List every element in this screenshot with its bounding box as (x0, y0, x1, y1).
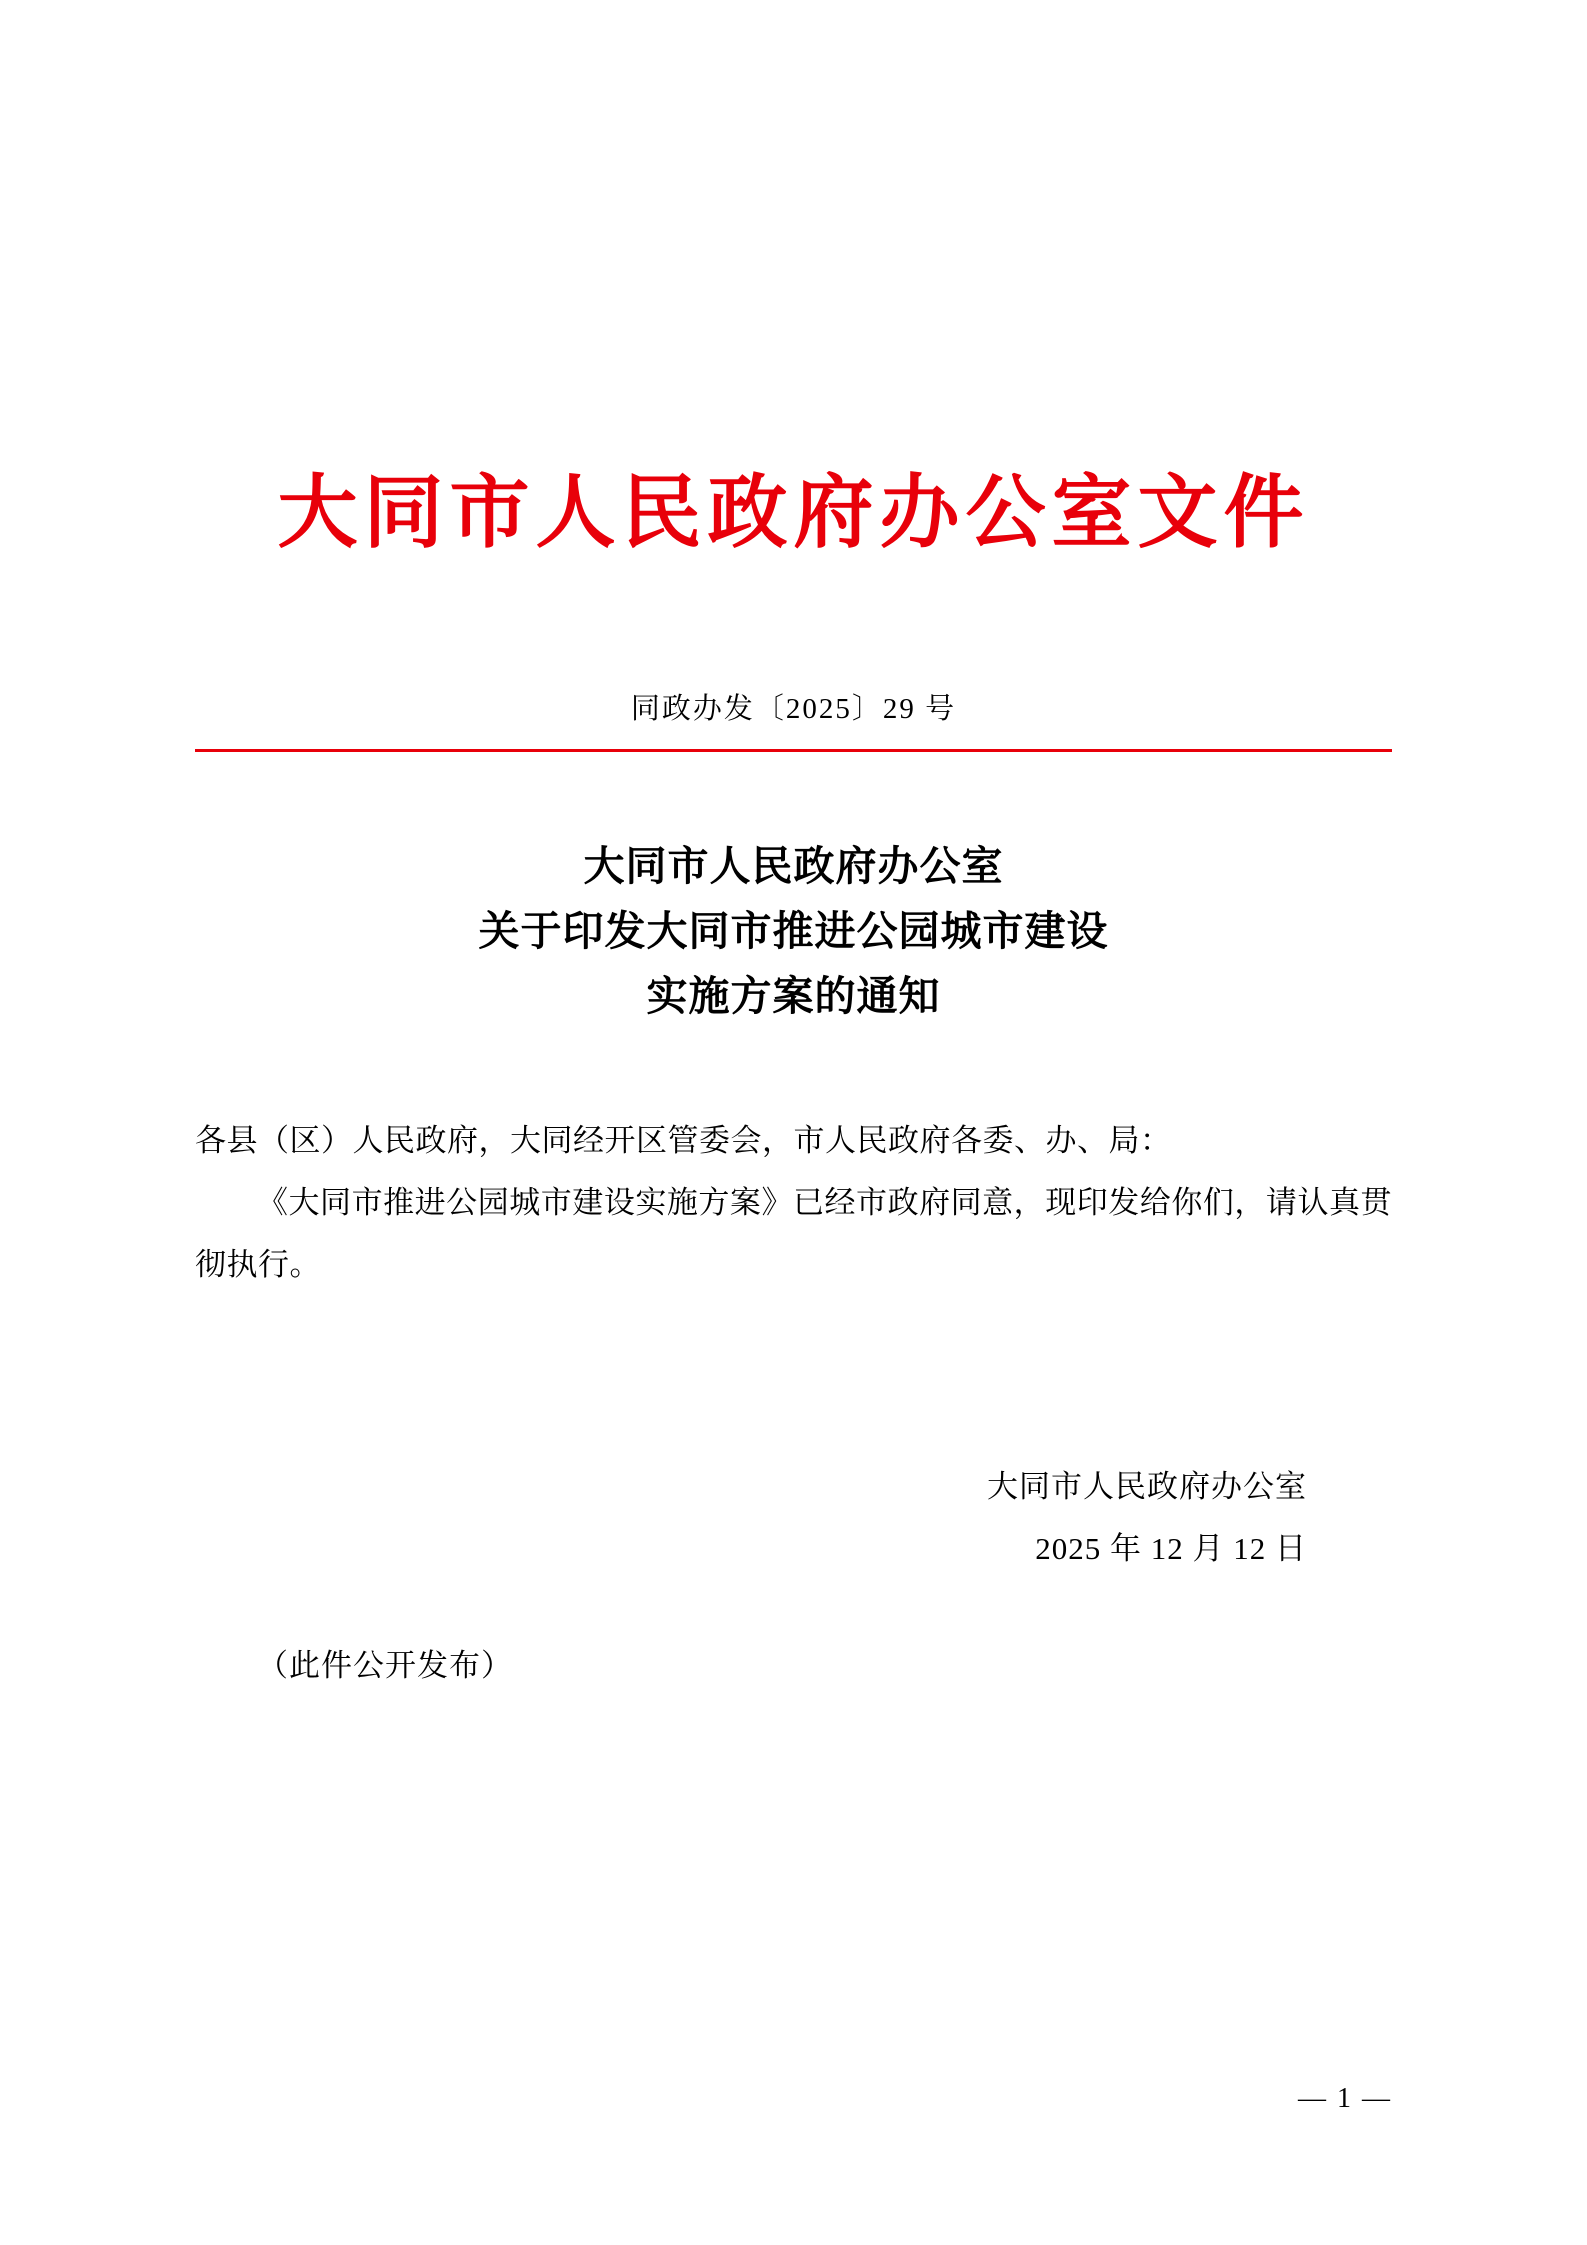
page-number: — 1 — (1298, 2083, 1392, 2114)
document-number-block (195, 686, 1392, 727)
signature-block (195, 1456, 1392, 1580)
body-addressee: 各县（区）人民政府，大同经开区管委会，市人民政府各委、办、局： (195, 1123, 1172, 1159)
document-title-line-2: 关于印发大同市推进公园城市建设 (478, 907, 1109, 954)
document-body (195, 1110, 1392, 1296)
document-title (195, 834, 1392, 1028)
document-title-line-3: 实施方案的通知 (646, 972, 941, 1019)
masthead-title: 大同市人民政府办公室文件 (277, 470, 1310, 558)
document-title-line-1: 大同市人民政府办公室 (583, 843, 1004, 889)
signature-date: 2025 年 12 月 12 日 (1035, 1531, 1307, 1567)
publish-note: （此件公开发布） (257, 1648, 513, 1684)
red-divider-rule (195, 749, 1392, 752)
masthead (195, 470, 1392, 558)
signature-issuer: 大同市人民政府办公室 (987, 1469, 1307, 1505)
document-number: 同政办发〔2025〕29 号 (630, 693, 957, 725)
body-paragraph-1: 《大同市推进公园城市建设实施方案》已经市政府同意，现印发给你们，请认真贯彻执行。 (195, 1185, 1392, 1283)
